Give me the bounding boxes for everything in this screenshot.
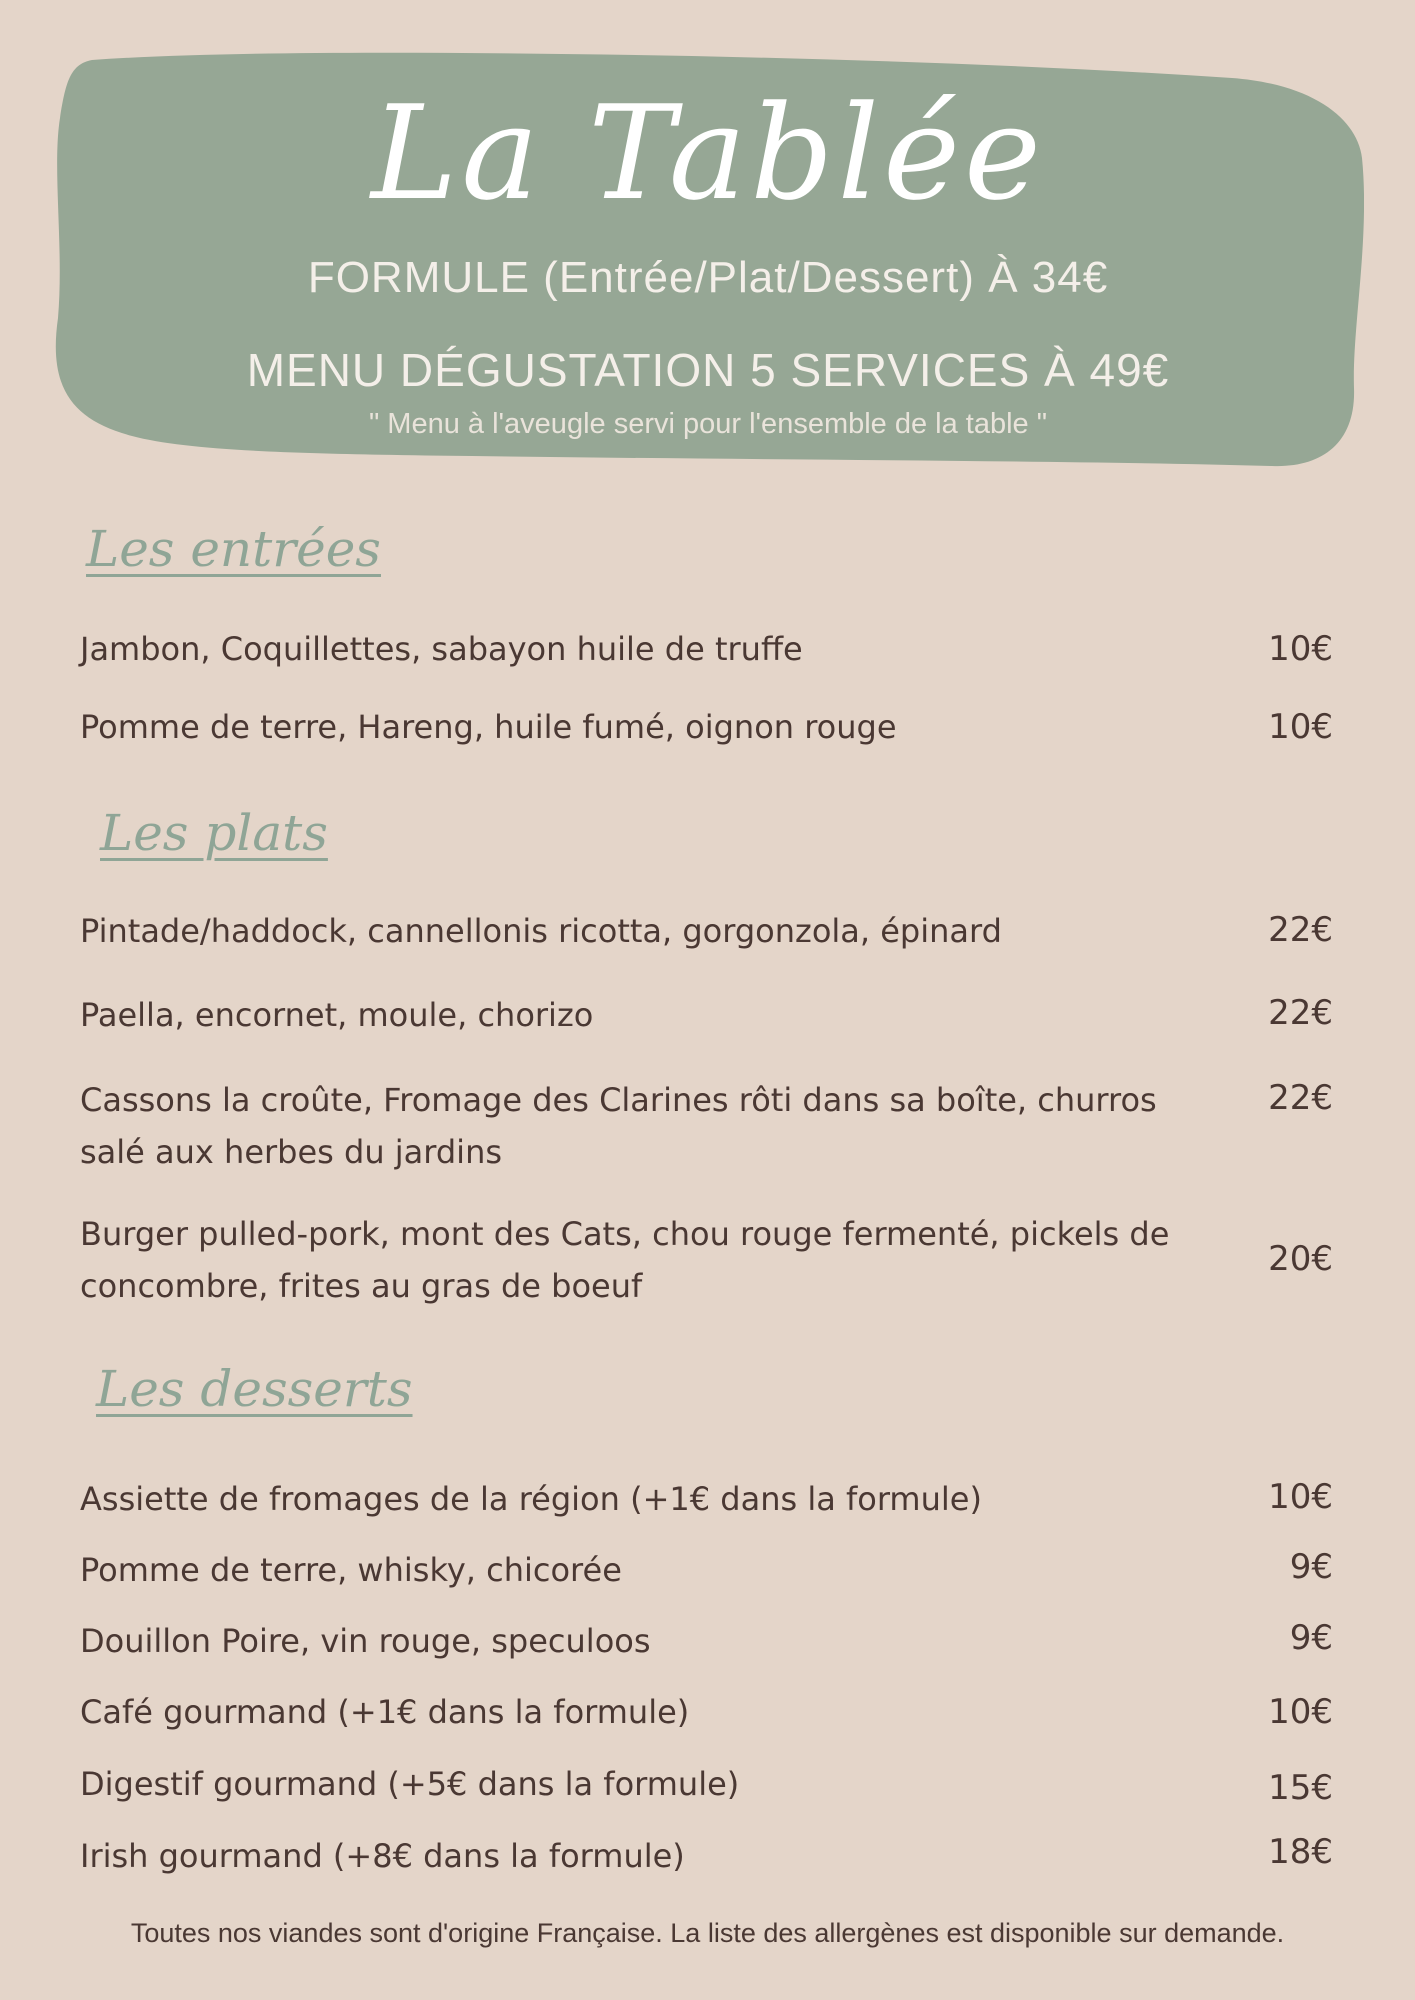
menu-item: Jambon, Coquillettes, sabayon huile de truffe [80,630,803,668]
tasting-menu-note: " Menu à l'aveugle servi pour l'ensemble de la table " [368,408,1048,440]
menu-item-price: 10€ [1268,1692,1333,1732]
menu-item-price: 22€ [1268,993,1333,1033]
tasting-menu-offer: MENU DÉGUSTATION 5 SERVICES À 49€ [246,344,1170,396]
menu-item-price: 10€ [1268,1477,1333,1517]
menu-item-price: 9€ [1289,1618,1333,1658]
menu-item-price: 20€ [1268,1239,1333,1279]
section-title-desserts: Les desserts [96,1360,413,1418]
menu-item: Assiette de fromages de la région (+1€ dans la formule) [80,1480,982,1518]
menu-item: Paella, encornet, moule, chorizo [80,996,594,1034]
menu-item-price: 22€ [1268,910,1333,950]
menu-item: Douillon Poire, vin rouge, speculoos [80,1622,651,1660]
menu-item: Irish gourmand (+8€ dans la formule) [80,1837,685,1875]
menu-item-price: 10€ [1268,707,1333,747]
section-title-plats: Les plats [100,804,328,862]
menu-item-price: 10€ [1268,629,1333,669]
menu-item: Pomme de terre, whisky, chicorée [80,1551,622,1589]
menu-item-price: 18€ [1268,1832,1333,1872]
menu-item: Cassons la croûte, Fromage des Clarines rôti dans sa boîte, churros salé aux herbes du jardins [80,1081,1157,1171]
menu-item-price: 22€ [1268,1078,1333,1118]
menu-item-price: 15€ [1268,1768,1333,1808]
menu-item: Pintade/haddock, cannellonis ricotta, gorgonzola, épinard [80,912,1002,950]
menu-item: Digestif gourmand (+5€ dans la formule) [80,1765,740,1803]
footer-note: Toutes nos viandes sont d'origine Française. La liste des allergènes est disponible sur demande. [130,1918,1285,1948]
header-banner [52,48,1364,468]
restaurant-title: La Tablée [371,77,1045,229]
menu-item: Café gourmand (+1€ dans la formule) [80,1693,690,1731]
menu-item: Burger pulled-pork, mont des Cats, chou rouge fermenté, pickels de concombre, frites au gras de boeuf [80,1215,1170,1305]
section-title-entrees: Les entrées [86,520,381,578]
formule-offer: FORMULE (Entrée/Plat/Dessert) À 34€ [307,253,1109,302]
menu-item-price: 9€ [1289,1547,1333,1587]
menu-item: Pomme de terre, Hareng, huile fumé, oignon rouge [80,708,897,746]
